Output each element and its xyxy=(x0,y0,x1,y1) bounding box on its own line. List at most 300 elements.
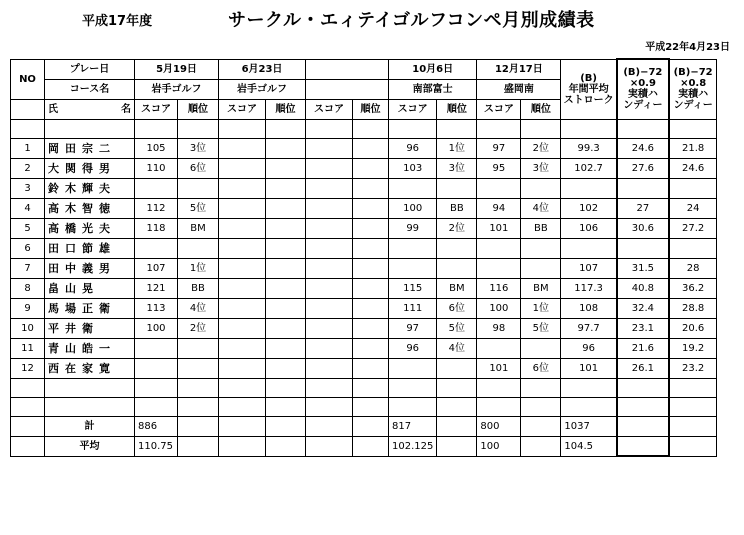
blank-cell xyxy=(266,378,306,397)
round-rank xyxy=(437,178,477,198)
blank-cell xyxy=(266,397,306,416)
annual-avg: 102 xyxy=(561,198,617,218)
blank-cell xyxy=(521,397,561,416)
round-rank xyxy=(266,218,306,238)
name-right-label: 名 xyxy=(121,103,131,115)
round-5-rank-header: 順位 xyxy=(521,99,561,119)
blank-cell xyxy=(45,397,135,416)
round-score xyxy=(219,218,266,238)
blank-cell xyxy=(306,378,353,397)
round-rank: 1位 xyxy=(437,138,477,158)
annual-avg: 107 xyxy=(561,258,617,278)
round-score xyxy=(306,318,353,338)
round-score: 101 xyxy=(477,358,521,378)
round-score xyxy=(477,258,521,278)
player-no: 6 xyxy=(11,238,45,258)
round-score: 99 xyxy=(389,218,437,238)
player-no: 7 xyxy=(11,258,45,278)
round-rank xyxy=(353,178,389,198)
blank-cell xyxy=(353,378,389,397)
blank-cell xyxy=(389,397,437,416)
hcp-08: 28 xyxy=(669,258,717,278)
totals-round-score xyxy=(219,416,266,436)
hcp-09: 23.1 xyxy=(617,318,669,338)
round-rank xyxy=(266,138,306,158)
averages-label: 平均 xyxy=(45,436,135,456)
table-row xyxy=(11,318,717,338)
blank-cell xyxy=(135,397,178,416)
hcp-09 xyxy=(617,178,669,198)
round-score: 100 xyxy=(389,198,437,218)
round-rank xyxy=(266,198,306,218)
round-rank xyxy=(266,278,306,298)
name-left-label: 氏 xyxy=(48,103,58,115)
player-no: 9 xyxy=(11,298,45,318)
round-5-date: 12月17日 xyxy=(477,59,561,79)
player-name: 青山皓一 xyxy=(45,338,135,358)
averages-round-rank xyxy=(178,436,219,456)
blank-cell xyxy=(178,119,219,138)
round-3-course xyxy=(306,79,389,99)
round-score xyxy=(135,178,178,198)
round-rank xyxy=(437,258,477,278)
round-rank xyxy=(353,298,389,318)
round-rank xyxy=(266,158,306,178)
hcp-08: 24.6 xyxy=(669,158,717,178)
col-no-blank xyxy=(11,99,45,119)
player-name: 田口節雄 xyxy=(45,238,135,258)
player-no: 1 xyxy=(11,138,45,158)
round-2-date: 6月23日 xyxy=(219,59,306,79)
round-1-date: 5月19日 xyxy=(135,59,219,79)
round-rank xyxy=(353,198,389,218)
round-score: 100 xyxy=(477,298,521,318)
round-rank xyxy=(178,338,219,358)
player-name: 西在家寛 xyxy=(45,358,135,378)
player-name: 田中義男 xyxy=(45,258,135,278)
round-rank xyxy=(266,178,306,198)
hcp-09: 21.6 xyxy=(617,338,669,358)
blank-cell xyxy=(306,397,353,416)
table-row xyxy=(11,358,717,378)
round-score: 115 xyxy=(389,278,437,298)
round-2-course: 岩手ゴルフ xyxy=(219,79,306,99)
round-rank xyxy=(266,258,306,278)
blank-cell xyxy=(219,378,266,397)
round-score: 113 xyxy=(135,298,178,318)
round-rank: 2位 xyxy=(178,318,219,338)
row-no-blank xyxy=(11,436,45,456)
player-no: 12 xyxy=(11,358,45,378)
col-no-header: NO xyxy=(11,59,45,99)
blank-cell xyxy=(45,378,135,397)
round-score: 95 xyxy=(477,158,521,178)
annual-avg xyxy=(561,238,617,258)
col-course-header: コース名 xyxy=(45,79,135,99)
report-date: 平成22年4月23日 xyxy=(645,42,730,53)
blank-cell xyxy=(477,397,521,416)
round-score: 121 xyxy=(135,278,178,298)
round-score: 110 xyxy=(135,158,178,178)
col-name-header xyxy=(45,99,135,119)
totals-round-rank xyxy=(437,416,477,436)
round-score xyxy=(306,338,353,358)
round-4-score-header: スコア xyxy=(389,99,437,119)
blank-cell xyxy=(178,378,219,397)
averages-round-score: 110.75 xyxy=(135,436,178,456)
round-score: 111 xyxy=(389,298,437,318)
blank-cell xyxy=(45,119,135,138)
round-rank: 3位 xyxy=(521,158,561,178)
player-name: 高橋光夫 xyxy=(45,218,135,238)
round-score xyxy=(219,338,266,358)
blank-cell xyxy=(477,378,521,397)
blank-row xyxy=(11,378,717,397)
blank-cell xyxy=(437,397,477,416)
annual-avg-label: (B) 年間平均 ストローク xyxy=(563,72,614,106)
hcp09-label: (B)−72 ×0.9 実積ハ ンディー xyxy=(623,67,663,112)
table-row xyxy=(11,338,717,358)
row-no-blank xyxy=(11,416,45,436)
table-row xyxy=(11,278,717,298)
blank-cell xyxy=(219,397,266,416)
annual-avg: 106 xyxy=(561,218,617,238)
round-score: 101 xyxy=(477,218,521,238)
round-1-rank-header: 順位 xyxy=(178,99,219,119)
player-no: 10 xyxy=(11,318,45,338)
round-rank xyxy=(521,238,561,258)
round-score xyxy=(219,298,266,318)
round-score xyxy=(219,258,266,278)
round-score xyxy=(306,138,353,158)
round-5-score-header: スコア xyxy=(477,99,521,119)
blank-cell xyxy=(561,397,617,416)
annual-avg: 117.3 xyxy=(561,278,617,298)
player-name: 高木智徳 xyxy=(45,198,135,218)
table-row xyxy=(11,238,717,258)
table-row xyxy=(11,298,717,318)
totals-row xyxy=(11,416,717,436)
blank-cell xyxy=(669,119,717,138)
round-score xyxy=(219,358,266,378)
annual-avg: 102.7 xyxy=(561,158,617,178)
annual-avg: 97.7 xyxy=(561,318,617,338)
totals-hcp-09 xyxy=(617,416,669,436)
averages-round-score xyxy=(306,436,353,456)
round-1-score-header: スコア xyxy=(135,99,178,119)
round-score: 100 xyxy=(135,318,178,338)
player-no: 3 xyxy=(11,178,45,198)
hcp-08: 23.2 xyxy=(669,358,717,378)
round-score xyxy=(219,318,266,338)
col-hcp09-header xyxy=(617,59,669,119)
round-score xyxy=(306,218,353,238)
round-score: 107 xyxy=(135,258,178,278)
round-rank: BB xyxy=(521,218,561,238)
round-rank: 6位 xyxy=(437,298,477,318)
round-score xyxy=(306,178,353,198)
blank-cell xyxy=(11,378,45,397)
round-rank: BM xyxy=(178,218,219,238)
round-rank xyxy=(266,238,306,258)
totals-label: 計 xyxy=(45,416,135,436)
round-score xyxy=(219,178,266,198)
fiscal-year: 平成17年度 xyxy=(82,14,153,29)
round-3-rank-header: 順位 xyxy=(353,99,389,119)
round-2-rank-header: 順位 xyxy=(266,99,306,119)
round-score xyxy=(135,338,178,358)
averages-round-score: 102.125 xyxy=(389,436,437,456)
round-5-course: 盛岡南 xyxy=(477,79,561,99)
round-rank xyxy=(353,158,389,178)
hcp08-label: (B)−72 ×0.8 実積ハ ンディー xyxy=(673,67,713,111)
round-score: 96 xyxy=(389,338,437,358)
blank-row xyxy=(11,119,717,138)
blank-cell xyxy=(266,119,306,138)
table-row xyxy=(11,178,717,198)
blank-cell xyxy=(11,119,45,138)
round-score xyxy=(389,358,437,378)
round-4-date: 10月6日 xyxy=(389,59,477,79)
round-rank: 6位 xyxy=(521,358,561,378)
round-rank xyxy=(266,338,306,358)
round-score xyxy=(306,278,353,298)
round-4-course: 南部富士 xyxy=(389,79,477,99)
round-score xyxy=(477,178,521,198)
round-score: 105 xyxy=(135,138,178,158)
blank-cell xyxy=(617,378,669,397)
round-score xyxy=(306,158,353,178)
blank-cell xyxy=(669,378,717,397)
round-rank xyxy=(353,278,389,298)
averages-round-rank xyxy=(437,436,477,456)
round-score: 97 xyxy=(389,318,437,338)
player-name: 大関得男 xyxy=(45,158,135,178)
hcp-08: 20.6 xyxy=(669,318,717,338)
hcp-08 xyxy=(669,238,717,258)
averages-hcp-09 xyxy=(617,436,669,456)
blank-cell xyxy=(389,119,437,138)
player-no: 11 xyxy=(11,338,45,358)
round-score: 94 xyxy=(477,198,521,218)
round-rank xyxy=(353,138,389,158)
hcp-08 xyxy=(669,178,717,198)
hcp-09: 24.6 xyxy=(617,138,669,158)
round-score xyxy=(306,298,353,318)
blank-cell xyxy=(437,119,477,138)
hcp-08: 36.2 xyxy=(669,278,717,298)
round-score xyxy=(389,178,437,198)
blank-row xyxy=(11,397,717,416)
round-rank xyxy=(353,218,389,238)
round-rank xyxy=(353,258,389,278)
averages-row xyxy=(11,436,717,456)
blank-cell xyxy=(219,119,266,138)
totals-round-rank xyxy=(178,416,219,436)
round-score xyxy=(219,158,266,178)
blank-cell xyxy=(669,397,717,416)
blank-cell xyxy=(561,119,617,138)
blank-cell xyxy=(617,119,669,138)
hcp-08: 24 xyxy=(669,198,717,218)
table-row xyxy=(11,138,717,158)
score-table xyxy=(10,58,717,457)
blank-cell xyxy=(135,119,178,138)
table-row xyxy=(11,198,717,218)
round-rank xyxy=(353,238,389,258)
round-rank: 3位 xyxy=(437,158,477,178)
hcp-08: 27.2 xyxy=(669,218,717,238)
annual-avg: 108 xyxy=(561,298,617,318)
player-name: 平井衛 xyxy=(45,318,135,338)
round-score xyxy=(219,278,266,298)
round-3-score-header: スコア xyxy=(306,99,353,119)
annual-avg xyxy=(561,178,617,198)
hcp-08: 19.2 xyxy=(669,338,717,358)
blank-cell xyxy=(178,397,219,416)
round-score xyxy=(389,238,437,258)
round-score: 97 xyxy=(477,138,521,158)
blank-cell xyxy=(389,378,437,397)
player-name: 畠山晃 xyxy=(45,278,135,298)
totals-round-rank xyxy=(266,416,306,436)
annual-avg: 101 xyxy=(561,358,617,378)
averages-hcp-08 xyxy=(669,436,717,456)
table-row xyxy=(11,218,717,238)
hcp-09: 27 xyxy=(617,198,669,218)
averages-round-score: 100 xyxy=(477,436,521,456)
player-no: 2 xyxy=(11,158,45,178)
round-score: 103 xyxy=(389,158,437,178)
round-rank xyxy=(353,318,389,338)
player-no: 5 xyxy=(11,218,45,238)
totals-annual-avg: 1037 xyxy=(561,416,617,436)
round-rank: 4位 xyxy=(521,198,561,218)
round-rank: 6位 xyxy=(178,158,219,178)
round-rank xyxy=(437,238,477,258)
totals-round-score: 800 xyxy=(477,416,521,436)
round-score: 116 xyxy=(477,278,521,298)
round-rank: 5位 xyxy=(178,198,219,218)
hcp-08: 28.8 xyxy=(669,298,717,318)
blank-cell xyxy=(477,119,521,138)
round-score xyxy=(135,358,178,378)
totals-hcp-08 xyxy=(669,416,717,436)
hcp-09: 26.1 xyxy=(617,358,669,378)
hcp-09: 40.8 xyxy=(617,278,669,298)
round-score xyxy=(477,338,521,358)
round-rank: 4位 xyxy=(437,338,477,358)
player-name: 岡田宗二 xyxy=(45,138,135,158)
round-score: 118 xyxy=(135,218,178,238)
round-score xyxy=(306,238,353,258)
round-rank: 2位 xyxy=(521,138,561,158)
annual-avg: 99.3 xyxy=(561,138,617,158)
blank-cell xyxy=(353,119,389,138)
round-rank: 4位 xyxy=(178,298,219,318)
round-rank xyxy=(266,358,306,378)
hcp-09: 31.5 xyxy=(617,258,669,278)
player-no: 8 xyxy=(11,278,45,298)
round-score xyxy=(219,138,266,158)
blank-cell xyxy=(11,397,45,416)
totals-round-score: 886 xyxy=(135,416,178,436)
hcp-09: 30.6 xyxy=(617,218,669,238)
totals-round-rank xyxy=(521,416,561,436)
round-rank xyxy=(353,358,389,378)
round-score xyxy=(389,258,437,278)
averages-round-rank xyxy=(353,436,389,456)
player-no: 4 xyxy=(11,198,45,218)
round-rank xyxy=(178,238,219,258)
round-rank xyxy=(353,338,389,358)
round-score xyxy=(219,238,266,258)
totals-round-score: 817 xyxy=(389,416,437,436)
table-row xyxy=(11,158,717,178)
blank-cell xyxy=(521,378,561,397)
table-row xyxy=(11,258,717,278)
round-score xyxy=(306,358,353,378)
averages-round-score xyxy=(219,436,266,456)
round-score xyxy=(306,198,353,218)
blank-cell xyxy=(135,378,178,397)
round-rank: 3位 xyxy=(178,138,219,158)
round-score xyxy=(306,258,353,278)
hcp-09 xyxy=(617,238,669,258)
round-rank xyxy=(266,298,306,318)
round-rank: 1位 xyxy=(178,258,219,278)
averages-round-rank xyxy=(266,436,306,456)
round-rank xyxy=(178,358,219,378)
player-name: 鈴木輝夫 xyxy=(45,178,135,198)
col-play-day-header: プレー日 xyxy=(45,59,135,79)
round-rank: BB xyxy=(178,278,219,298)
round-score: 96 xyxy=(389,138,437,158)
player-name: 馬場正衛 xyxy=(45,298,135,318)
round-rank xyxy=(266,318,306,338)
round-score xyxy=(135,238,178,258)
round-score xyxy=(219,198,266,218)
page-title: サークル・エィテイゴルフコンペ月別成績表 xyxy=(228,10,595,31)
round-3-date xyxy=(306,59,389,79)
hcp-09: 32.4 xyxy=(617,298,669,318)
round-score: 112 xyxy=(135,198,178,218)
round-rank xyxy=(178,178,219,198)
round-rank: 2位 xyxy=(437,218,477,238)
round-rank: BM xyxy=(437,278,477,298)
round-2-score-header: スコア xyxy=(219,99,266,119)
round-rank: 5位 xyxy=(437,318,477,338)
round-score: 98 xyxy=(477,318,521,338)
hcp-08: 21.8 xyxy=(669,138,717,158)
annual-avg: 96 xyxy=(561,338,617,358)
blank-cell xyxy=(353,397,389,416)
round-rank xyxy=(521,338,561,358)
blank-cell xyxy=(306,119,353,138)
round-4-rank-header: 順位 xyxy=(437,99,477,119)
hcp-09: 27.6 xyxy=(617,158,669,178)
round-rank xyxy=(521,258,561,278)
round-rank xyxy=(521,178,561,198)
blank-cell xyxy=(521,119,561,138)
round-rank xyxy=(437,358,477,378)
blank-cell xyxy=(561,378,617,397)
round-rank: BB xyxy=(437,198,477,218)
col-hcp08-header xyxy=(669,59,717,119)
round-score xyxy=(477,238,521,258)
blank-cell xyxy=(437,378,477,397)
averages-round-rank xyxy=(521,436,561,456)
